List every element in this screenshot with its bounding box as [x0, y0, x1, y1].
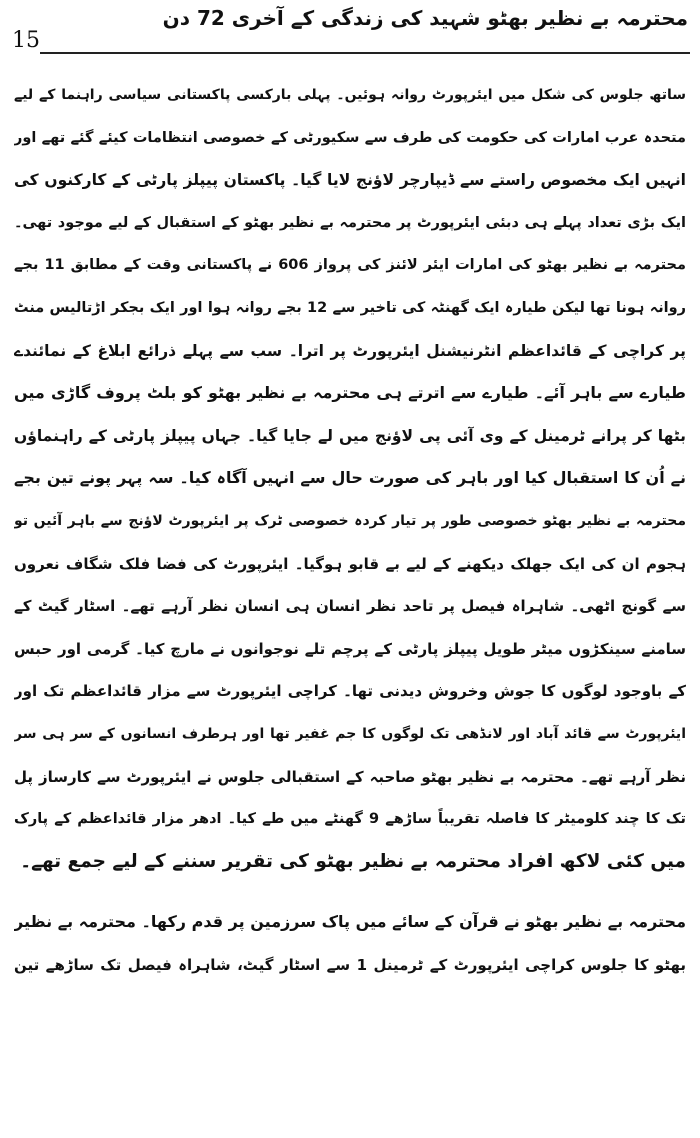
text-line: ہجوم ان کی ایک جھلک دیکھنے کے لیے بے قابو ہوگیا۔ ایئرپورٹ کی فضا فلک شگاف نعروں	[14, 554, 686, 573]
text-line: متحدہ عرب امارات کی حکومت کی طرف سے سکیورٹی کے خصوصی انتظامات کیئے گئے تھے اور	[14, 129, 686, 146]
text-line: تک کا چند کلومیٹر کا فاصلہ تقریباً ساڑھے 9 گھنٹے میں طے کیا۔ ادھر مزار قائداعظم کے پارک	[14, 811, 686, 828]
paragraph-2	[14, 901, 686, 986]
text-line: محترمہ بے نظیر بھٹو نے قرآن کے سائے میں پاک سرزمین پر قدم رکھا۔ محترمہ بے نظیر	[14, 912, 686, 932]
text-line: ساتھ جلوس کی شکل میں ایئرپورٹ روانہ ہوئیں۔ پہلی بارکسی پاکستانی سیاسی راہنما کے لیے	[14, 87, 686, 103]
paragraph-1	[14, 74, 686, 883]
header-rule	[40, 52, 690, 54]
text-line: سامنے سینکڑوں میٹر طویل پیپلز پارٹی کے پرچم تلے نوجوانوں نے مارچ کیا۔ گرمی اور حبس	[14, 639, 686, 658]
text-line: سے گونج اٹھی۔ شاہراہ فیصل پر تاحد نظر انسان ہی انسان نظر آرہے تھے۔ اسٹار گیٹ کے	[14, 597, 686, 616]
text-line: کے باوجود لوگوں کا جوش وخروش دیدنی تھا۔ کراچی ایئرپورٹ سے مزار قائداعظم تک اور	[14, 682, 686, 701]
paragraph-spacer	[14, 883, 686, 901]
text-line: روانہ ہونا تھا لیکن طیارہ ایک گھنٹہ کی تاخیر سے 12 بجے روانہ ہوا اور ایک بجکر اڑتالیس منٹ	[14, 299, 686, 316]
text-line: نظر آرہے تھے۔ محترمہ بے نظیر بھٹو صاحبہ کے استقبالی جلوس نے ایئرپورٹ سے کارساز پل	[14, 767, 686, 786]
text-line-last: میں کئی لاکھ افراد محترمہ بے نظیر بھٹو کی تقریر سننے کے لیے جمع تھے۔	[20, 850, 686, 872]
text-line: ایئرپورٹ سے قائد آباد اور لانڈھی تک لوگوں کا جم غفیر تھا اور ہرطرف انسانوں کے سر ہی سر	[14, 725, 686, 742]
page-header	[8, 2, 690, 54]
text-line: محترمہ بے نظیر بھٹو خصوصی طور پر تیار کردہ خصوصی ٹرک پر ایئرپورٹ لاؤنج سے باہر آئیں تو	[14, 512, 686, 529]
text-line: طیارے سے باہر آئے۔ طیارے سے اترتے ہی محترمہ بے نظیر بھٹو کو بلٹ پروف گاڑی میں	[14, 383, 686, 403]
text-line: بٹھا کر پرانے ٹرمینل کے وی آئی پی لاؤنج میں لے جایا گیا۔ جہاں پیپلز پارٹی کے راہنماؤں	[14, 426, 686, 445]
text-line: ایک بڑی تعداد پہلے ہی دبئی ایئرپورٹ پر محترمہ بے نظیر بھٹو کے استقبال کے لیے موجود تھی۔	[14, 214, 686, 231]
text-line: بھٹو کا جلوس کراچی ایئرپورٹ کے ٹرمینل 1 سے اسٹار گیٹ، شاہراہ فیصل تک ساڑھے تین	[14, 955, 686, 974]
text-line: انہیں ایک مخصوص راستے سے ڈیپارچر لاؤنج لایا گیا۔ پاکستان پیپلز پارٹی کے کارکنوں کی	[14, 171, 686, 190]
text-line: نے اُن کا استقبال کیا اور باہر کی صورت حال سے انہیں آگاہ کیا۔ سہ پہر پونے تین بجے	[14, 468, 686, 488]
text-line: محترمہ بے نظیر بھٹو کی امارات ایئر لائنز کی پرواز 606 نے پاکستانی وقت کے مطابق 11 بجے	[14, 257, 686, 274]
page-number: 15	[12, 28, 40, 53]
running-title: محترمہ بے نظیر بھٹو شہید کی زندگی کے آخری 72 دن	[162, 6, 688, 30]
text-line: پر کراچی کے قائداعظم انٹرنیشنل ایئرپورٹ پر اترا۔ سب سے پہلے ذرائع ابلاغ کے نمائندے	[14, 341, 686, 360]
body-text	[14, 74, 686, 986]
